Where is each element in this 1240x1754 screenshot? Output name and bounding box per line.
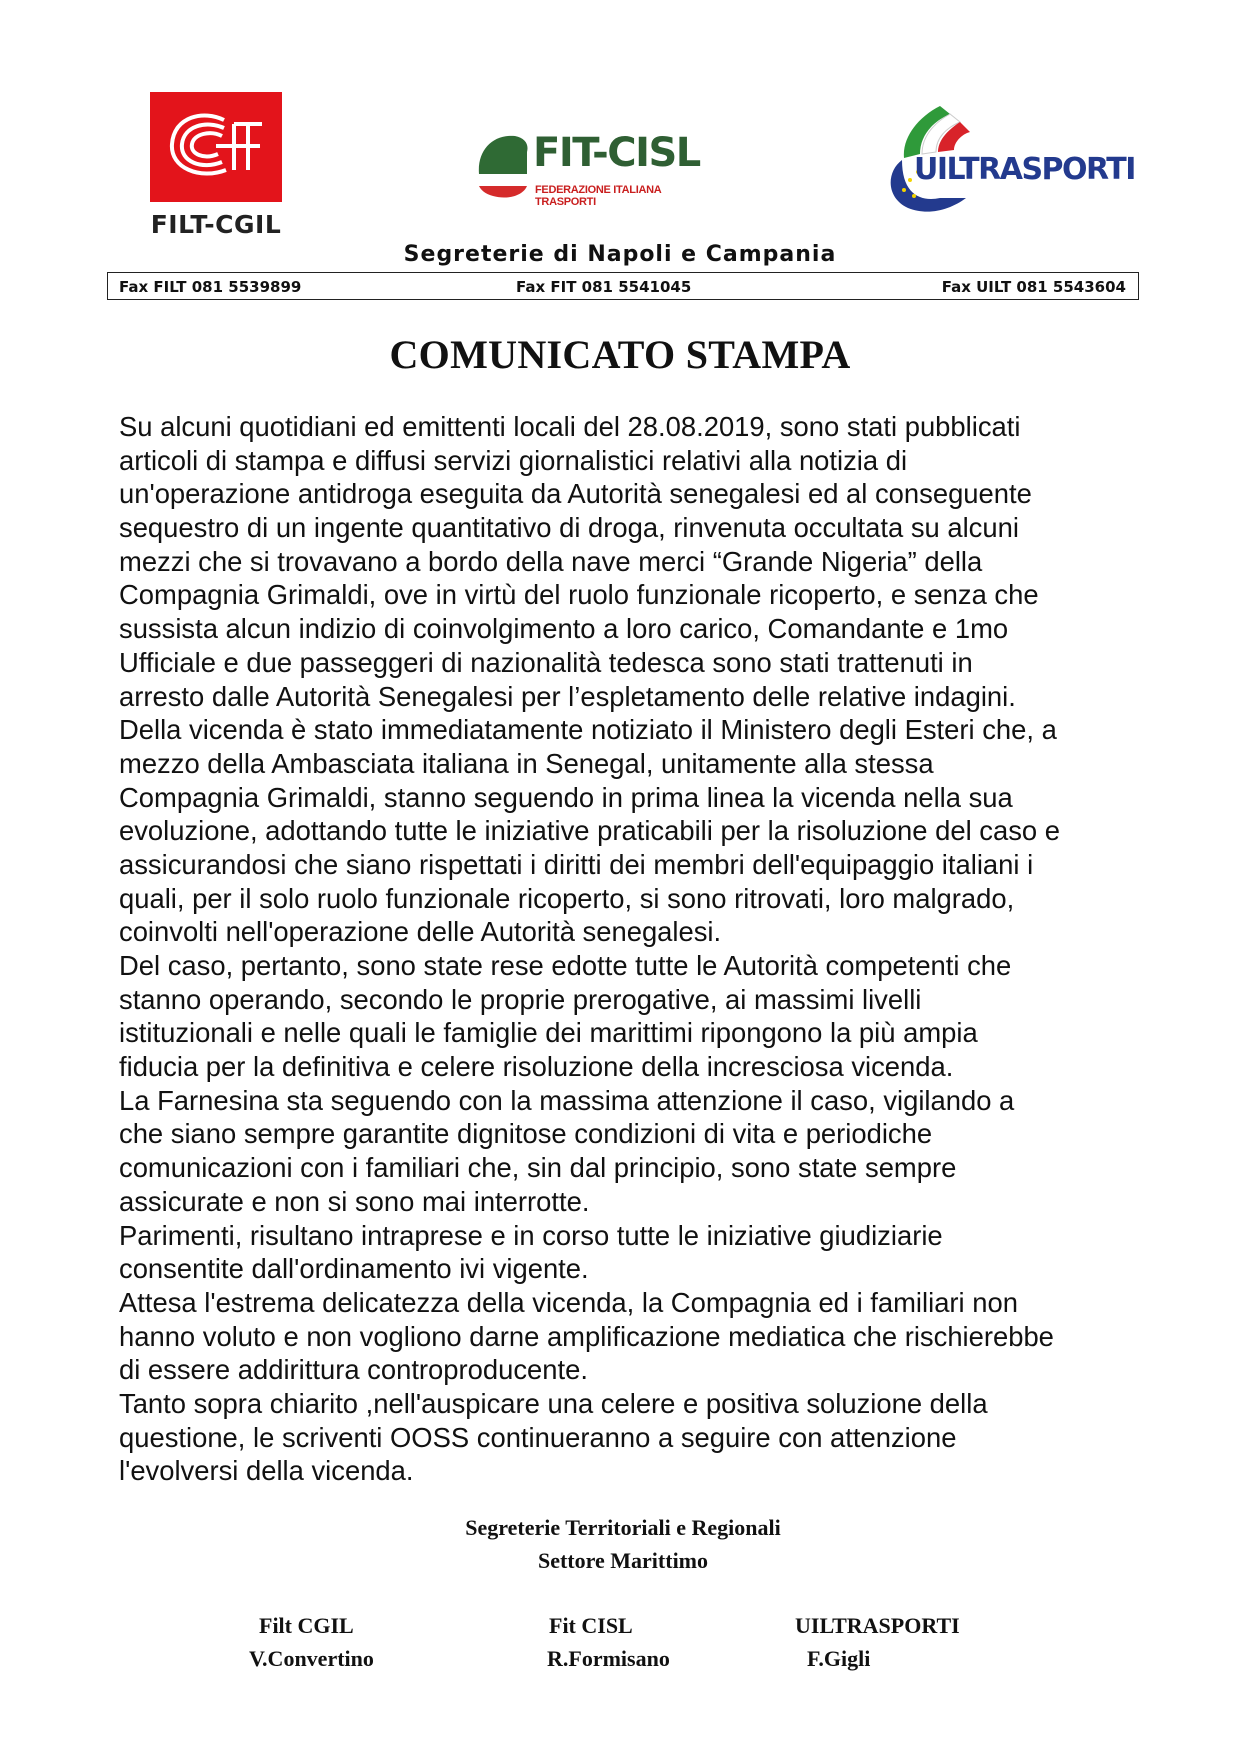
body-line: sequestro di un ingente quantitativo di droga, rinvenuta occultata su alcuni <box>119 512 1019 544</box>
fit-cisl-logo-icon <box>473 130 529 202</box>
body-line: stanno operando, secondo le proprie prerogative, ai massimi livelli <box>119 983 922 1015</box>
signer-org-fit: Fit CISL <box>549 1613 633 1638</box>
filt-cgil-logo-text: FILT-CGIL <box>150 210 282 239</box>
body-line: Parimenti, risultano intraprese e in corso tutte le iniziative giudiziarie <box>119 1219 943 1251</box>
body-line: assicurate e non si sono mai interrotte. <box>119 1185 590 1217</box>
signer-name-filt: V.Convertino <box>249 1646 374 1671</box>
body-line: quali, per il solo ruolo funzionale ricoperto, si sono ritrovati, loro malgrado, <box>119 882 1015 914</box>
signature-header-line2: Settore Marittimo <box>537 1548 709 1573</box>
fit-cisl-logo <box>473 128 713 208</box>
body-line: Ufficiale e due passeggeri di nazionalità tedesca sono stati trattenuti in <box>119 646 973 678</box>
body-line: Attesa l'estrema delicatezza della vicenda, la Compagnia ed i familiari non <box>119 1286 1018 1318</box>
body-line: che siano sempre garantite dignitose condizioni di vita e periodiche <box>119 1118 933 1150</box>
body-line: mezzo della Ambasciata italiana in Senegal, unitamente alla stessa <box>119 747 934 779</box>
fax-uilt: Fax UILT 081 5543604 <box>941 278 1126 296</box>
page-title: COMUNICATO STAMPA <box>389 332 851 377</box>
body-line: coinvolti nell'operazione delle Autorità senegalesi. <box>119 916 722 948</box>
body-line: articoli di stampa e diffusi servizi giornalistici relativi alla notizia di <box>119 444 908 476</box>
body-line: l'evolversi della vicenda. <box>119 1455 414 1487</box>
filt-cgil-logo <box>146 92 286 239</box>
body-line: hanno voluto e non vogliono darne amplificazione mediatica che rischierebbe <box>119 1320 1054 1352</box>
signer-org-uil: UILTRASPORTI <box>795 1613 960 1638</box>
uiltrasporti-logo-text: UILTRASPORTI <box>914 152 1135 187</box>
header-segreterie: Segreterie di Napoli e Campania <box>403 242 837 267</box>
body-line: istituzionali e nelle quali le famiglie dei marittimi ripongono la più ampia <box>119 1017 978 1049</box>
signature-header-line1: Segreterie Territoriali e Regionali <box>465 1515 781 1540</box>
signer-name-uil: F.Gigli <box>807 1646 871 1671</box>
uiltrasporti-logo <box>880 102 1135 222</box>
body-line: Della vicenda è stato immediatamente notiziato il Ministero degli Esteri che, a <box>119 714 1057 746</box>
body-line: questione, le scriventi OOSS continueranno a seguire con attenzione <box>119 1421 957 1453</box>
body-line: consentite dall'ordinamento ivi vigente. <box>119 1253 589 1285</box>
fit-cisl-logo-text: FIT-CISL <box>533 130 700 176</box>
body-line: sussista alcun indizio di coinvolgimento a loro carico, Comandante e 1mo <box>119 613 1009 645</box>
signer-name-fit: R.Formisano <box>547 1646 670 1671</box>
body-line: di essere addirittura controproducente. <box>119 1354 588 1386</box>
body-line: mezzi che si trovavano a bordo della nave merci “Grande Nigeria” della <box>119 545 983 577</box>
body-line: comunicazioni con i familiari che, sin dal principio, sono state sempre <box>119 1152 957 1184</box>
body-line: La Farnesina sta seguendo con la massima attenzione il caso, vigilando a <box>119 1084 1015 1116</box>
body-line: fiducia per la definitiva e celere risoluzione della incresciosa vicenda. <box>119 1051 954 1083</box>
body-line: arresto dalle Autorità Senegalesi per l’espletamento delle relative indagini. <box>119 680 1016 712</box>
body-line: Del caso, pertanto, sono state rese edotte tutte le Autorità competenti che <box>119 950 1012 981</box>
fax-fit: Fax FIT 081 5541045 <box>516 278 692 296</box>
body-line: Compagnia Grimaldi, ove in virtù del ruolo funzionale ricoperto, e senza che <box>119 579 1039 611</box>
body-line: un'operazione antidroga eseguita da Autorità senegalesi ed al conseguente <box>119 478 1032 510</box>
body-line: Tanto sopra chiarito ,nell'auspicare una celere e positiva soluzione della <box>119 1387 988 1419</box>
fax-bar <box>107 272 1139 300</box>
filt-cgil-logo-icon <box>150 92 282 202</box>
signer-org-filt: Filt CGIL <box>259 1613 354 1638</box>
body-line: Su alcuni quotidiani ed emittenti locali del 28.08.2019, sono stati pubblicati <box>119 411 1021 442</box>
body-line: evoluzione, adottando tutte le iniziative praticabili per la risoluzione del caso e <box>119 815 1060 847</box>
fax-filt: Fax FILT 081 5539899 <box>119 278 302 296</box>
document-body <box>119 410 1139 1488</box>
body-line: Compagnia Grimaldi, stanno seguendo in prima linea la vicenda nella sua <box>119 781 1013 813</box>
fit-cisl-logo-subtitle: FEDERAZIONE ITALIANA TRASPORTI <box>535 184 661 208</box>
body-line: assicurandosi che siano rispettati i diritti dei membri dell'equipaggio italiani i <box>119 848 1034 880</box>
